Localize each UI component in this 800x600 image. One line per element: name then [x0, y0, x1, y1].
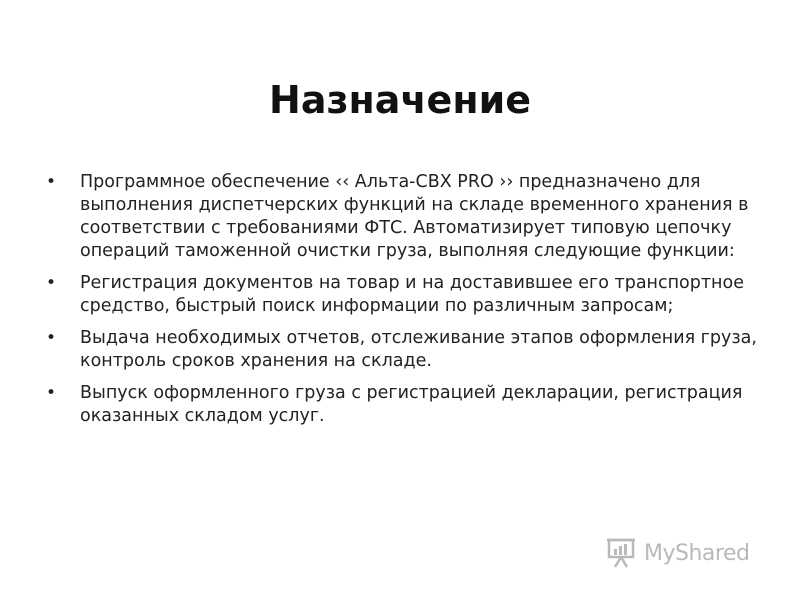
bullet-marker: • [46, 383, 57, 403]
bullet-text: Выпуск оформленного груза с регистрацией декларации, регистрация оказанных складом услуг. [80, 383, 743, 426]
bullet-item [46, 327, 766, 373]
bullet-item [46, 171, 766, 263]
slide-title: Назначение [269, 78, 531, 122]
bullet-item [46, 382, 766, 428]
presentation-board-icon [606, 537, 640, 569]
bullet-marker: • [46, 172, 57, 192]
bullet-marker: • [46, 328, 57, 348]
bullet-text: Выдача необходимых отчетов, отслеживание этапов оформления груза, контроль сроков хранения на складе. [80, 328, 757, 371]
bullet-text: Регистрация документов на товар и на доставившее его транспортное средство, быстрый поиск информации по различным запросам; [80, 273, 744, 316]
bullet-list [46, 171, 766, 437]
watermark-text: MyShared [644, 540, 750, 566]
bullet-marker: • [46, 273, 57, 293]
bullet-text: Программное обеспечение ‹‹ Альта-СВХ PRO ›› предназначено для выполнения диспетчерских функций на складе временного хранения в соответствии с требованиями ФТС. Автоматизирует типовую цепочку операций таможенной очистки груза, выполняя следующие функции: [80, 172, 749, 261]
bullet-item [46, 272, 766, 318]
watermark [606, 536, 766, 570]
